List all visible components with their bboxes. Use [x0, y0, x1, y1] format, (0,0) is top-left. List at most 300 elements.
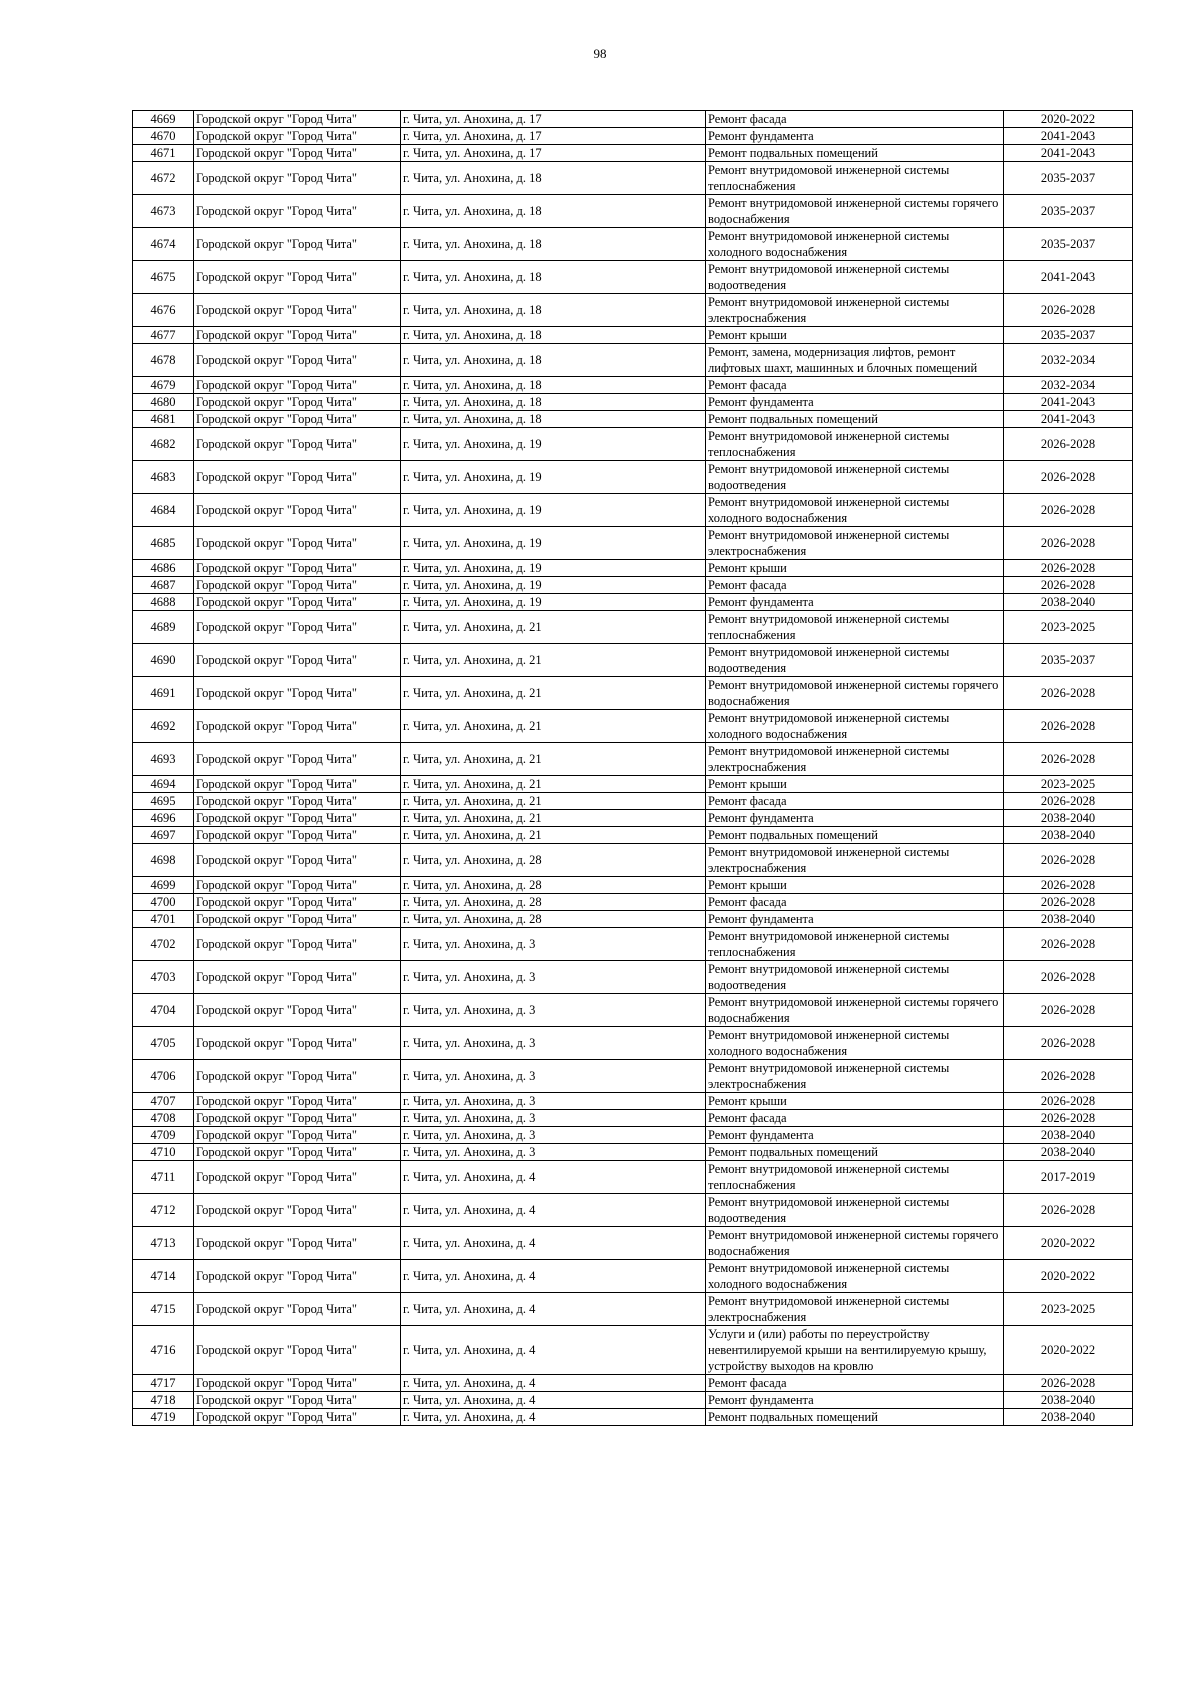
table-row — [133, 961, 1133, 994]
row-number: 4674 — [133, 228, 194, 261]
period-cell: 2020-2022 — [1004, 1260, 1133, 1293]
address-cell: г. Чита, ул. Анохина, д. 3 — [401, 1093, 706, 1110]
table-row — [133, 1409, 1133, 1426]
work-type-cell: Ремонт внутридомовой инженерной системы водоотведения — [706, 461, 1004, 494]
table-row — [133, 677, 1133, 710]
address-cell: г. Чита, ул. Анохина, д. 3 — [401, 928, 706, 961]
municipality-cell: Городской округ "Город Чита" — [194, 494, 401, 527]
period-cell: 2026-2028 — [1004, 928, 1133, 961]
work-type-cell: Ремонт фасада — [706, 111, 1004, 128]
work-type-cell: Ремонт внутридомовой инженерной системы электроснабжения — [706, 743, 1004, 776]
municipality-cell: Городской округ "Город Чита" — [194, 1127, 401, 1144]
municipality-cell: Городской округ "Город Чита" — [194, 1093, 401, 1110]
address-cell: г. Чита, ул. Анохина, д. 4 — [401, 1227, 706, 1260]
row-number: 4708 — [133, 1110, 194, 1127]
table-row — [133, 1293, 1133, 1326]
row-number: 4716 — [133, 1326, 194, 1375]
table-row — [133, 128, 1133, 145]
municipality-cell: Городской округ "Город Чита" — [194, 1110, 401, 1127]
table-row — [133, 261, 1133, 294]
table-row — [133, 1194, 1133, 1227]
period-cell: 2038-2040 — [1004, 594, 1133, 611]
address-cell: г. Чита, ул. Анохина, д. 3 — [401, 1027, 706, 1060]
period-cell: 2026-2028 — [1004, 743, 1133, 776]
address-cell: г. Чита, ул. Анохина, д. 3 — [401, 1110, 706, 1127]
row-number: 4683 — [133, 461, 194, 494]
address-cell: г. Чита, ул. Анохина, д. 19 — [401, 428, 706, 461]
work-type-cell: Ремонт фасада — [706, 894, 1004, 911]
municipality-cell: Городской округ "Город Чита" — [194, 928, 401, 961]
address-cell: г. Чита, ул. Анохина, д. 3 — [401, 1060, 706, 1093]
table-row — [133, 411, 1133, 428]
work-type-cell: Ремонт фундамента — [706, 1392, 1004, 1409]
row-number: 4687 — [133, 577, 194, 594]
period-cell: 2026-2028 — [1004, 1110, 1133, 1127]
period-cell: 2026-2028 — [1004, 1375, 1133, 1392]
table-row — [133, 1093, 1133, 1110]
period-cell: 2026-2028 — [1004, 710, 1133, 743]
period-cell: 2023-2025 — [1004, 611, 1133, 644]
work-type-cell: Ремонт внутридомовой инженерной системы электроснабжения — [706, 527, 1004, 560]
municipality-cell: Городской округ "Город Чита" — [194, 1060, 401, 1093]
work-type-cell: Ремонт подвальных помещений — [706, 1144, 1004, 1161]
table-row — [133, 911, 1133, 928]
table-row — [133, 710, 1133, 743]
municipality-cell: Городской округ "Город Чита" — [194, 894, 401, 911]
period-cell: 2041-2043 — [1004, 411, 1133, 428]
address-cell: г. Чита, ул. Анохина, д. 4 — [401, 1260, 706, 1293]
work-type-cell: Ремонт фасада — [706, 577, 1004, 594]
address-cell: г. Чита, ул. Анохина, д. 21 — [401, 743, 706, 776]
work-type-cell: Ремонт подвальных помещений — [706, 1409, 1004, 1426]
work-type-cell: Ремонт крыши — [706, 1093, 1004, 1110]
municipality-cell: Городской округ "Город Чита" — [194, 411, 401, 428]
work-type-cell: Ремонт внутридомовой инженерной системы водоотведения — [706, 261, 1004, 294]
period-cell: 2026-2028 — [1004, 1060, 1133, 1093]
address-cell: г. Чита, ул. Анохина, д. 18 — [401, 394, 706, 411]
row-number: 4670 — [133, 128, 194, 145]
period-cell: 2041-2043 — [1004, 128, 1133, 145]
work-type-cell: Ремонт подвальных помещений — [706, 411, 1004, 428]
table-row — [133, 844, 1133, 877]
work-type-cell: Ремонт крыши — [706, 877, 1004, 894]
address-cell: г. Чита, ул. Анохина, д. 18 — [401, 162, 706, 195]
period-cell: 2038-2040 — [1004, 1144, 1133, 1161]
municipality-cell: Городской округ "Город Чита" — [194, 911, 401, 928]
address-cell: г. Чита, ул. Анохина, д. 4 — [401, 1293, 706, 1326]
row-number: 4695 — [133, 793, 194, 810]
row-number: 4689 — [133, 611, 194, 644]
row-number: 4718 — [133, 1392, 194, 1409]
work-type-cell: Ремонт внутридомовой инженерной системы холодного водоснабжения — [706, 228, 1004, 261]
municipality-cell: Городской округ "Город Чита" — [194, 560, 401, 577]
work-type-cell: Ремонт крыши — [706, 776, 1004, 793]
address-cell: г. Чита, ул. Анохина, д. 28 — [401, 877, 706, 894]
period-cell: 2038-2040 — [1004, 810, 1133, 827]
work-type-cell: Ремонт внутридомовой инженерной системы теплоснабжения — [706, 928, 1004, 961]
period-cell: 2026-2028 — [1004, 894, 1133, 911]
repair-schedule-table — [132, 110, 1133, 1426]
municipality-cell: Городской округ "Город Чита" — [194, 793, 401, 810]
period-cell: 2035-2037 — [1004, 195, 1133, 228]
municipality-cell: Городской округ "Город Чита" — [194, 428, 401, 461]
row-number: 4673 — [133, 195, 194, 228]
period-cell: 2038-2040 — [1004, 1409, 1133, 1426]
work-type-cell: Ремонт, замена, модернизация лифтов, ремонт лифтовых шахт, машинных и блочных помещений — [706, 344, 1004, 377]
address-cell: г. Чита, ул. Анохина, д. 21 — [401, 677, 706, 710]
address-cell: г. Чита, ул. Анохина, д. 3 — [401, 994, 706, 1027]
address-cell: г. Чита, ул. Анохина, д. 18 — [401, 411, 706, 428]
address-cell: г. Чита, ул. Анохина, д. 19 — [401, 560, 706, 577]
municipality-cell: Городской округ "Город Чита" — [194, 377, 401, 394]
address-cell: г. Чита, ул. Анохина, д. 4 — [401, 1194, 706, 1227]
address-cell: г. Чита, ул. Анохина, д. 18 — [401, 294, 706, 327]
row-number: 4694 — [133, 776, 194, 793]
address-cell: г. Чита, ул. Анохина, д. 3 — [401, 1144, 706, 1161]
row-number: 4690 — [133, 644, 194, 677]
table-body — [133, 111, 1133, 1426]
municipality-cell: Городской округ "Город Чита" — [194, 710, 401, 743]
work-type-cell: Ремонт внутридомовой инженерной системы горячего водоснабжения — [706, 994, 1004, 1027]
table-row — [133, 1260, 1133, 1293]
municipality-cell: Городской округ "Город Чита" — [194, 776, 401, 793]
address-cell: г. Чита, ул. Анохина, д. 4 — [401, 1375, 706, 1392]
period-cell: 2035-2037 — [1004, 228, 1133, 261]
work-type-cell: Ремонт подвальных помещений — [706, 827, 1004, 844]
period-cell: 2038-2040 — [1004, 1127, 1133, 1144]
work-type-cell: Ремонт фасада — [706, 377, 1004, 394]
period-cell: 2026-2028 — [1004, 428, 1133, 461]
row-number: 4710 — [133, 1144, 194, 1161]
row-number: 4671 — [133, 145, 194, 162]
period-cell: 2026-2028 — [1004, 961, 1133, 994]
work-type-cell: Ремонт внутридомовой инженерной системы горячего водоснабжения — [706, 677, 1004, 710]
work-type-cell: Ремонт внутридомовой инженерной системы теплоснабжения — [706, 428, 1004, 461]
municipality-cell: Городской округ "Город Чита" — [194, 594, 401, 611]
table-row — [133, 743, 1133, 776]
period-cell: 2026-2028 — [1004, 994, 1133, 1027]
work-type-cell: Услуги и (или) работы по переустройству невентилируемой крыши на вентилируемую крышу, устройству выходов на кровлю — [706, 1326, 1004, 1375]
table-row — [133, 394, 1133, 411]
period-cell: 2035-2037 — [1004, 162, 1133, 195]
table-row — [133, 611, 1133, 644]
address-cell: г. Чита, ул. Анохина, д. 17 — [401, 128, 706, 145]
row-number: 4688 — [133, 594, 194, 611]
row-number: 4717 — [133, 1375, 194, 1392]
period-cell: 2026-2028 — [1004, 461, 1133, 494]
row-number: 4702 — [133, 928, 194, 961]
table-row — [133, 327, 1133, 344]
row-number: 4709 — [133, 1127, 194, 1144]
work-type-cell: Ремонт внутридомовой инженерной системы электроснабжения — [706, 1293, 1004, 1326]
address-cell: г. Чита, ул. Анохина, д. 19 — [401, 461, 706, 494]
row-number: 4692 — [133, 710, 194, 743]
work-type-cell: Ремонт внутридомовой инженерной системы холодного водоснабжения — [706, 710, 1004, 743]
period-cell: 2026-2028 — [1004, 577, 1133, 594]
municipality-cell: Городской округ "Город Чита" — [194, 1409, 401, 1426]
table-row — [133, 644, 1133, 677]
table-row — [133, 377, 1133, 394]
work-type-cell: Ремонт внутридомовой инженерной системы горячего водоснабжения — [706, 1227, 1004, 1260]
period-cell: 2023-2025 — [1004, 1293, 1133, 1326]
table-row — [133, 1375, 1133, 1392]
municipality-cell: Городской округ "Город Чита" — [194, 1144, 401, 1161]
address-cell: г. Чита, ул. Анохина, д. 28 — [401, 894, 706, 911]
table-row — [133, 877, 1133, 894]
period-cell: 2026-2028 — [1004, 877, 1133, 894]
municipality-cell: Городской округ "Город Чита" — [194, 228, 401, 261]
table-row — [133, 1060, 1133, 1093]
row-number: 4713 — [133, 1227, 194, 1260]
period-cell: 2023-2025 — [1004, 776, 1133, 793]
row-number: 4684 — [133, 494, 194, 527]
work-type-cell: Ремонт внутридомовой инженерной системы холодного водоснабжения — [706, 1260, 1004, 1293]
address-cell: г. Чита, ул. Анохина, д. 17 — [401, 145, 706, 162]
municipality-cell: Городской округ "Город Чита" — [194, 195, 401, 228]
work-type-cell: Ремонт внутридомовой инженерной системы водоотведения — [706, 644, 1004, 677]
row-number: 4686 — [133, 560, 194, 577]
table-row — [133, 1027, 1133, 1060]
row-number: 4697 — [133, 827, 194, 844]
row-number: 4711 — [133, 1161, 194, 1194]
period-cell: 2026-2028 — [1004, 793, 1133, 810]
municipality-cell: Городской округ "Город Чита" — [194, 961, 401, 994]
work-type-cell: Ремонт внутридомовой инженерной системы теплоснабжения — [706, 162, 1004, 195]
table-row — [133, 577, 1133, 594]
table-row — [133, 428, 1133, 461]
period-cell: 2026-2028 — [1004, 1093, 1133, 1110]
table-row — [133, 162, 1133, 195]
table-row — [133, 1227, 1133, 1260]
period-cell: 2017-2019 — [1004, 1161, 1133, 1194]
row-number: 4706 — [133, 1060, 194, 1093]
row-number: 4712 — [133, 1194, 194, 1227]
municipality-cell: Городской округ "Город Чита" — [194, 677, 401, 710]
address-cell: г. Чита, ул. Анохина, д. 21 — [401, 644, 706, 677]
municipality-cell: Городской округ "Город Чита" — [194, 810, 401, 827]
municipality-cell: Городской округ "Город Чита" — [194, 644, 401, 677]
period-cell: 2020-2022 — [1004, 1326, 1133, 1375]
municipality-cell: Городской округ "Город Чита" — [194, 1326, 401, 1375]
period-cell: 2020-2022 — [1004, 111, 1133, 128]
address-cell: г. Чита, ул. Анохина, д. 18 — [401, 327, 706, 344]
municipality-cell: Городской округ "Город Чита" — [194, 1293, 401, 1326]
table-row — [133, 1161, 1133, 1194]
municipality-cell: Городской округ "Город Чита" — [194, 877, 401, 894]
table-row — [133, 294, 1133, 327]
table-row — [133, 827, 1133, 844]
table-row — [133, 1110, 1133, 1127]
period-cell: 2026-2028 — [1004, 560, 1133, 577]
period-cell: 2038-2040 — [1004, 911, 1133, 928]
work-type-cell: Ремонт внутридомовой инженерной системы электроснабжения — [706, 294, 1004, 327]
period-cell: 2041-2043 — [1004, 261, 1133, 294]
address-cell: г. Чита, ул. Анохина, д. 21 — [401, 810, 706, 827]
row-number: 4680 — [133, 394, 194, 411]
work-type-cell: Ремонт фундамента — [706, 394, 1004, 411]
work-type-cell: Ремонт крыши — [706, 327, 1004, 344]
period-cell: 2035-2037 — [1004, 327, 1133, 344]
table-row — [133, 810, 1133, 827]
table-row — [133, 195, 1133, 228]
municipality-cell: Городской округ "Город Чита" — [194, 844, 401, 877]
period-cell: 2041-2043 — [1004, 145, 1133, 162]
period-cell: 2026-2028 — [1004, 294, 1133, 327]
work-type-cell: Ремонт крыши — [706, 560, 1004, 577]
address-cell: г. Чита, ул. Анохина, д. 28 — [401, 844, 706, 877]
address-cell: г. Чита, ул. Анохина, д. 19 — [401, 577, 706, 594]
address-cell: г. Чита, ул. Анохина, д. 18 — [401, 261, 706, 294]
address-cell: г. Чита, ул. Анохина, д. 3 — [401, 1127, 706, 1144]
row-number: 4678 — [133, 344, 194, 377]
municipality-cell: Городской округ "Город Чита" — [194, 261, 401, 294]
address-cell: г. Чита, ул. Анохина, д. 4 — [401, 1161, 706, 1194]
municipality-cell: Городской округ "Город Чита" — [194, 1260, 401, 1293]
row-number: 4693 — [133, 743, 194, 776]
period-cell: 2026-2028 — [1004, 677, 1133, 710]
address-cell: г. Чита, ул. Анохина, д. 19 — [401, 494, 706, 527]
period-cell: 2026-2028 — [1004, 1027, 1133, 1060]
municipality-cell: Городской округ "Город Чита" — [194, 461, 401, 494]
municipality-cell: Городской округ "Город Чита" — [194, 1392, 401, 1409]
period-cell: 2035-2037 — [1004, 644, 1133, 677]
period-cell: 2032-2034 — [1004, 344, 1133, 377]
table-row — [133, 461, 1133, 494]
address-cell: г. Чита, ул. Анохина, д. 4 — [401, 1392, 706, 1409]
municipality-cell: Городской округ "Город Чита" — [194, 527, 401, 560]
row-number: 4679 — [133, 377, 194, 394]
address-cell: г. Чита, ул. Анохина, д. 3 — [401, 961, 706, 994]
table-row — [133, 344, 1133, 377]
row-number: 4685 — [133, 527, 194, 560]
work-type-cell: Ремонт фасада — [706, 1375, 1004, 1392]
municipality-cell: Городской округ "Город Чита" — [194, 145, 401, 162]
row-number: 4699 — [133, 877, 194, 894]
municipality-cell: Городской округ "Город Чита" — [194, 327, 401, 344]
table-row — [133, 594, 1133, 611]
municipality-cell: Городской округ "Город Чита" — [194, 111, 401, 128]
address-cell: г. Чита, ул. Анохина, д. 21 — [401, 776, 706, 793]
work-type-cell: Ремонт внутридомовой инженерной системы холодного водоснабжения — [706, 1027, 1004, 1060]
period-cell: 2026-2028 — [1004, 494, 1133, 527]
work-type-cell: Ремонт фундамента — [706, 594, 1004, 611]
row-number: 4707 — [133, 1093, 194, 1110]
municipality-cell: Городской округ "Город Чита" — [194, 344, 401, 377]
municipality-cell: Городской округ "Город Чита" — [194, 1161, 401, 1194]
work-type-cell: Ремонт внутридомовой инженерной системы теплоснабжения — [706, 611, 1004, 644]
row-number: 4677 — [133, 327, 194, 344]
row-number: 4681 — [133, 411, 194, 428]
work-type-cell: Ремонт внутридомовой инженерной системы водоотведения — [706, 1194, 1004, 1227]
municipality-cell: Городской округ "Город Чита" — [194, 1027, 401, 1060]
table-row — [133, 527, 1133, 560]
page-number: 98 — [593, 46, 607, 61]
row-number: 4669 — [133, 111, 194, 128]
municipality-cell: Городской округ "Город Чита" — [194, 162, 401, 195]
table-row — [133, 145, 1133, 162]
municipality-cell: Городской округ "Город Чита" — [194, 611, 401, 644]
address-cell: г. Чита, ул. Анохина, д. 4 — [401, 1409, 706, 1426]
address-cell: г. Чита, ул. Анохина, д. 19 — [401, 527, 706, 560]
work-type-cell: Ремонт внутридомовой инженерной системы электроснабжения — [706, 844, 1004, 877]
period-cell: 2041-2043 — [1004, 394, 1133, 411]
table-row — [133, 560, 1133, 577]
work-type-cell: Ремонт подвальных помещений — [706, 145, 1004, 162]
period-cell: 2038-2040 — [1004, 1392, 1133, 1409]
municipality-cell: Городской округ "Город Чита" — [194, 394, 401, 411]
address-cell: г. Чита, ул. Анохина, д. 21 — [401, 793, 706, 810]
address-cell: г. Чита, ул. Анохина, д. 28 — [401, 911, 706, 928]
work-type-cell: Ремонт фундамента — [706, 810, 1004, 827]
period-cell: 2020-2022 — [1004, 1227, 1133, 1260]
period-cell: 2026-2028 — [1004, 1194, 1133, 1227]
municipality-cell: Городской округ "Город Чита" — [194, 1194, 401, 1227]
period-cell: 2032-2034 — [1004, 377, 1133, 394]
municipality-cell: Городской округ "Город Чита" — [194, 827, 401, 844]
work-type-cell: Ремонт внутридомовой инженерной системы электроснабжения — [706, 1060, 1004, 1093]
row-number: 4700 — [133, 894, 194, 911]
table-row — [133, 1144, 1133, 1161]
row-number: 4701 — [133, 911, 194, 928]
work-type-cell: Ремонт внутридомовой инженерной системы горячего водоснабжения — [706, 195, 1004, 228]
row-number: 4691 — [133, 677, 194, 710]
table-row — [133, 994, 1133, 1027]
address-cell: г. Чита, ул. Анохина, д. 18 — [401, 195, 706, 228]
municipality-cell: Городской округ "Город Чита" — [194, 128, 401, 145]
municipality-cell: Городской округ "Город Чита" — [194, 1227, 401, 1260]
row-number: 4675 — [133, 261, 194, 294]
address-cell: г. Чита, ул. Анохина, д. 18 — [401, 344, 706, 377]
table-row — [133, 1326, 1133, 1375]
municipality-cell: Городской округ "Город Чита" — [194, 577, 401, 594]
address-cell: г. Чита, ул. Анохина, д. 4 — [401, 1326, 706, 1375]
address-cell: г. Чита, ул. Анохина, д. 18 — [401, 228, 706, 261]
address-cell: г. Чита, ул. Анохина, д. 21 — [401, 611, 706, 644]
address-cell: г. Чита, ул. Анохина, д. 18 — [401, 377, 706, 394]
table-row — [133, 228, 1133, 261]
row-number: 4714 — [133, 1260, 194, 1293]
address-cell: г. Чита, ул. Анохина, д. 21 — [401, 827, 706, 844]
period-cell: 2038-2040 — [1004, 827, 1133, 844]
table-row — [133, 776, 1133, 793]
work-type-cell: Ремонт фундамента — [706, 1127, 1004, 1144]
table-row — [133, 1392, 1133, 1409]
table-row — [133, 894, 1133, 911]
period-cell: 2026-2028 — [1004, 527, 1133, 560]
address-cell: г. Чита, ул. Анохина, д. 17 — [401, 111, 706, 128]
municipality-cell: Городской округ "Город Чита" — [194, 294, 401, 327]
municipality-cell: Городской округ "Город Чита" — [194, 994, 401, 1027]
table-row — [133, 494, 1133, 527]
row-number: 4698 — [133, 844, 194, 877]
row-number: 4703 — [133, 961, 194, 994]
address-cell: г. Чита, ул. Анохина, д. 21 — [401, 710, 706, 743]
work-type-cell: Ремонт внутридомовой инженерной системы водоотведения — [706, 961, 1004, 994]
municipality-cell: Городской округ "Город Чита" — [194, 1375, 401, 1392]
work-type-cell: Ремонт фундамента — [706, 911, 1004, 928]
row-number: 4682 — [133, 428, 194, 461]
table-row — [133, 1127, 1133, 1144]
work-type-cell: Ремонт внутридомовой инженерной системы теплоснабжения — [706, 1161, 1004, 1194]
municipality-cell: Городской округ "Город Чита" — [194, 743, 401, 776]
row-number: 4705 — [133, 1027, 194, 1060]
row-number: 4715 — [133, 1293, 194, 1326]
work-type-cell: Ремонт фасада — [706, 1110, 1004, 1127]
work-type-cell: Ремонт фасада — [706, 793, 1004, 810]
row-number: 4676 — [133, 294, 194, 327]
row-number: 4696 — [133, 810, 194, 827]
period-cell: 2026-2028 — [1004, 844, 1133, 877]
